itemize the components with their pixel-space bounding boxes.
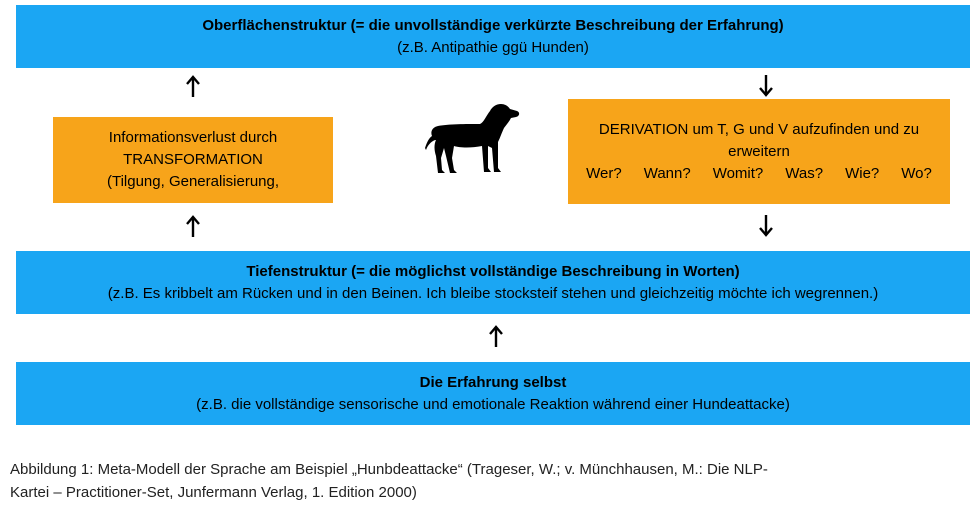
figure-caption [10, 458, 970, 504]
deep-structure-title: Tiefenstruktur (= die möglichst vollständige Beschreibung in Worten) [246, 262, 740, 280]
dog-silhouette-icon [424, 98, 524, 178]
derivation-line1: DERIVATION um T, G und V aufzufinden und zu [598, 120, 920, 138]
deep-structure-box [16, 251, 970, 314]
surface-structure-title: Oberflächenstruktur (= die unvollständige verkürzte Beschreibung der Erfahrung) [202, 16, 784, 34]
deep-structure-example: (z.B. Es kribbelt am Rücken und in den Beinen. Ich bleibe stocksteif stehen und gleichzeitig möchte ich wegrennen.) [107, 284, 879, 302]
question-where: Wo? [901, 164, 932, 182]
derivation-questions [586, 163, 932, 185]
arrow-up-icon [183, 213, 203, 239]
transformation-line2: TRANSFORMATION [123, 151, 263, 168]
transformation-line3: (Tilgung, Generalisierung, [106, 173, 280, 190]
transformation-box [53, 117, 333, 203]
experience-title: Die Erfahrung selbst [419, 373, 567, 391]
caption-line2: Kartei – Practitioner-Set, Junfermann Verlag, 1. Edition 2000) [10, 484, 417, 501]
arrow-up-icon [183, 73, 203, 99]
derivation-box [568, 99, 950, 204]
surface-structure-example: (z.B. Antipathie ggü Hunden) [397, 38, 589, 56]
question-with-what: Womit? [712, 164, 764, 182]
derivation-line2: erweitern [728, 142, 790, 160]
transformation-line1: Informationsverlust durch [108, 129, 278, 146]
question-how: Wie? [845, 164, 880, 182]
arrow-down-icon [756, 213, 776, 239]
experience-box [16, 362, 970, 425]
surface-structure-box [16, 5, 970, 68]
arrow-up-icon [486, 323, 506, 349]
question-when: Wann? [643, 164, 691, 182]
arrow-down-icon [756, 73, 776, 99]
caption-line1: Abbildung 1: Meta-Modell der Sprache am Beispiel „Hunbdeattacke“ (Trageser, W.; v. Münchhausen, M.: Die NLP- [10, 461, 768, 478]
experience-example: (z.B. die vollständige sensorische und emotionale Reaktion während einer Hundeattacke) [196, 395, 790, 413]
question-what: Was? [785, 164, 824, 182]
question-who: Wer? [586, 164, 622, 182]
